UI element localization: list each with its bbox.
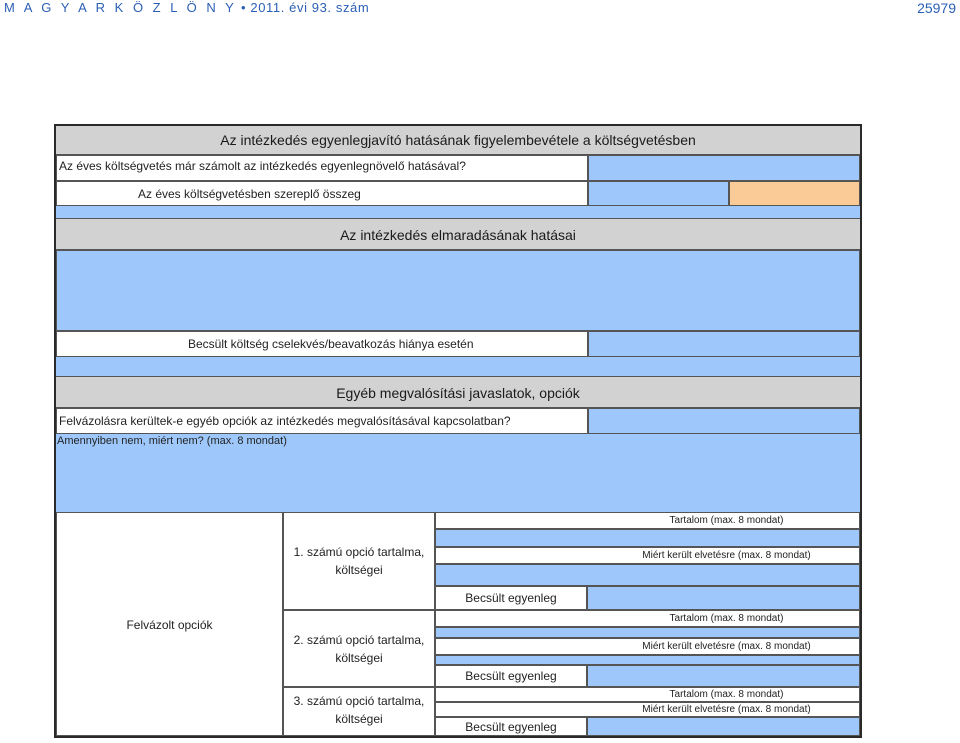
journal-title: M A G Y A R K Ö Z L Ö N Y bbox=[4, 0, 237, 15]
option2-content-field[interactable] bbox=[435, 627, 860, 638]
option1-label bbox=[283, 512, 435, 610]
section1-amount-label: Az éves költségvetésben szereplő összeg bbox=[56, 181, 588, 206]
section1-question: Az éves költségvetés már számolt az intézkedés egyenlegnövelő hatásával? bbox=[56, 155, 588, 181]
option1-balance-field[interactable] bbox=[587, 586, 860, 610]
option2-balance-field[interactable] bbox=[587, 665, 860, 687]
option3-label bbox=[283, 687, 435, 736]
journal-issue: 2011. évi 93. szám bbox=[250, 0, 370, 15]
option2-rejected-label: Miért került elvetésre (max. 8 mondat) bbox=[435, 638, 860, 655]
option3-rejected-label: Miért került elvetésre (max. 8 mondat) bbox=[435, 702, 860, 717]
option1-balance-label: Becsült egyenleg bbox=[435, 586, 587, 610]
section3-answer-field[interactable] bbox=[588, 408, 860, 434]
option3-balance-field[interactable] bbox=[587, 717, 860, 736]
section3-if-not-label: Amennyiben nem, miért nem? (max. 8 mondat) bbox=[57, 435, 287, 447]
option2-rejected-field[interactable] bbox=[435, 655, 860, 665]
section1-amount-value[interactable] bbox=[729, 181, 860, 206]
section3-title: Egyéb megvalósítási javaslatok, opciók bbox=[56, 376, 860, 408]
outlined-options-label: Felvázolt opciók bbox=[56, 512, 283, 736]
bullet-separator: • bbox=[240, 0, 247, 15]
section2-title: Az intézkedés elmaradásának hatásai bbox=[56, 218, 860, 250]
option1-content-label: Tartalom (max. 8 mondat) bbox=[435, 512, 860, 529]
option2-label-text: 2. számú opció tartalma, költségei bbox=[293, 633, 425, 665]
section1-title: Az intézkedés egyenlegjavító hatásának figyelembevétele a költségvetésben bbox=[56, 126, 860, 155]
option3-content-label: Tartalom (max. 8 mondat) bbox=[435, 687, 860, 702]
journal-header bbox=[4, 0, 369, 15]
section2-estimated-cost-field[interactable] bbox=[588, 331, 860, 357]
option1-rejected-label: Miért került elvetésre (max. 8 mondat) bbox=[435, 547, 860, 564]
option2-balance-label: Becsült egyenleg bbox=[435, 665, 587, 687]
page-number: 25979 bbox=[917, 0, 956, 16]
option1-content-field[interactable] bbox=[435, 529, 860, 547]
option3-balance-label: Becsült egyenleg bbox=[435, 717, 587, 736]
section1-answer-field[interactable] bbox=[588, 155, 860, 181]
section3-if-not-field[interactable] bbox=[56, 452, 860, 512]
option1-rejected-field[interactable] bbox=[435, 564, 860, 586]
option2-label bbox=[283, 610, 435, 687]
option3-label-text: 3. számú opció tartalma, költségei bbox=[293, 694, 425, 726]
section3-question: Felvázolásra kerültek-e egyéb opciók az intézkedés megvalósításával kapcsolatban? bbox=[56, 408, 588, 434]
section2-effects-field[interactable] bbox=[56, 250, 860, 331]
option1-label-text: 1. számú opció tartalma, költségei bbox=[293, 545, 425, 577]
section2-estimated-cost-label: Becsült költség cselekvés/beavatkozás hiánya esetén bbox=[56, 331, 588, 357]
option2-content-label: Tartalom (max. 8 mondat) bbox=[435, 610, 860, 627]
section1-amount-field[interactable] bbox=[588, 181, 729, 206]
